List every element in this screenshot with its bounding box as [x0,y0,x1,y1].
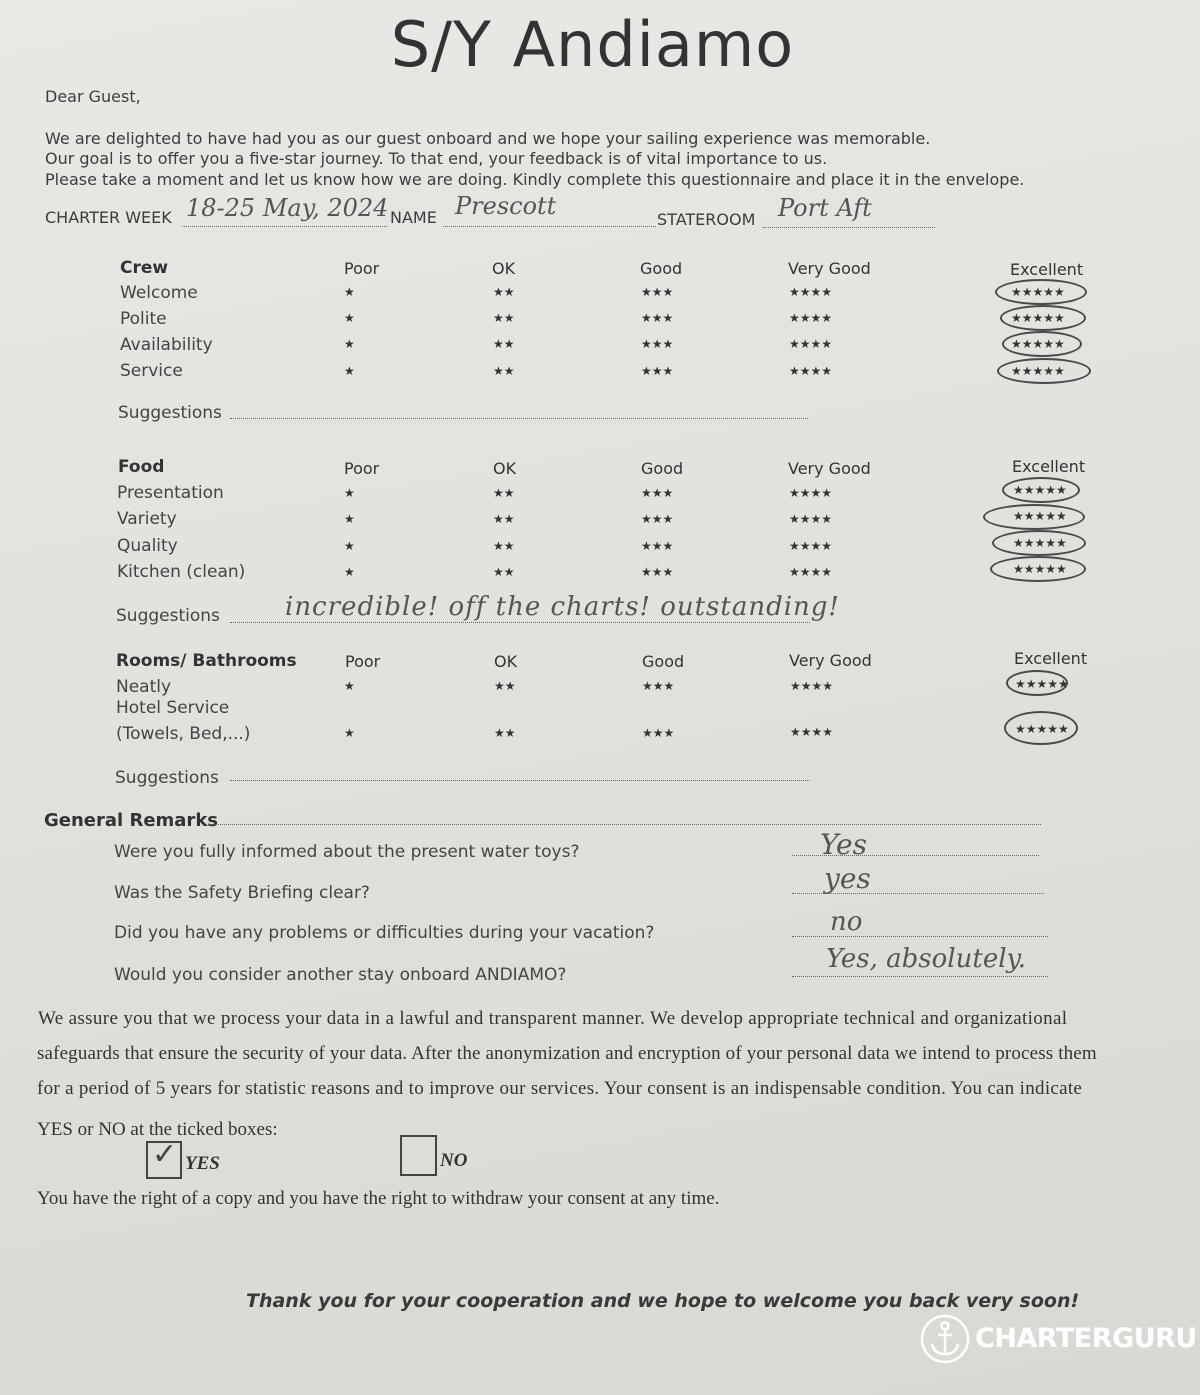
rating-3-star[interactable]: ★★★ [641,512,674,526]
answer-safety-briefing[interactable]: yes [824,862,871,895]
name-line [443,226,656,227]
charter-week-line [182,226,387,227]
rooms-col-good: Good [642,652,685,671]
crew-section-title: Crew [120,258,169,278]
rooms-section-title: Rooms/ Bathrooms [116,651,297,671]
food-col-very-good: Very Good [788,459,871,478]
answer-line [792,976,1048,977]
crew-suggestions-label: Suggestions [118,403,222,423]
rating-4-star[interactable]: ★★★★ [790,725,834,739]
check-mark-icon: ✓ [152,1137,178,1172]
rating-4-star[interactable]: ★★★★ [789,311,833,325]
page-title: S/Y Andiamo [390,8,795,81]
rating-1-star[interactable]: ★ [344,726,355,740]
rating-2-star[interactable]: ★★ [493,565,515,579]
rating-2-star[interactable]: ★★ [493,337,515,351]
rating-3-star[interactable]: ★★★ [641,311,674,325]
crew-col-excellent: Excellent [1010,260,1084,279]
question-another-stay: Would you consider another stay onboard ANDIAMO? [114,965,567,985]
rating-5-star[interactable]: ★★★★★ [1013,536,1067,550]
rooms-item-towels-bed: (Towels, Bed,...) [116,724,251,744]
rating-5-star[interactable]: ★★★★★ [1011,364,1065,378]
consent-no-label: NO [440,1150,468,1171]
rating-1-star[interactable]: ★ [344,512,355,526]
crew-suggestions-field[interactable] [230,418,808,419]
rooms-item-hotel-service: Hotel Service [116,698,230,718]
rating-3-star[interactable]: ★★★ [641,565,674,579]
rating-1-star[interactable]: ★ [344,311,355,325]
consent-no-checkbox[interactable] [400,1135,437,1176]
rating-5-star[interactable]: ★★★★★ [1011,285,1065,299]
food-suggestions-value[interactable]: incredible! off the charts! outstanding! [285,592,840,622]
food-item-quality: Quality [117,536,178,556]
rating-2-star[interactable]: ★★ [494,679,516,693]
name-value[interactable]: Prescott [455,192,557,220]
stateroom-value[interactable]: Port Aft [778,194,872,222]
consent-yes-label: YES [185,1153,220,1174]
rating-1-star[interactable]: ★ [344,679,355,693]
excellent-circle-mark [997,358,1091,384]
excellent-circle-mark [995,279,1087,305]
rating-3-star[interactable]: ★★★ [641,539,674,553]
thank-you-message: Thank you for your cooperation and we hope to welcome you back very soon! [246,1290,1080,1312]
rating-3-star[interactable]: ★★★ [641,364,674,378]
excellent-circle-mark [990,556,1086,582]
rooms-item-neatly: Neatly [116,677,172,697]
food-item-variety: Variety [117,509,177,529]
rating-1-star[interactable]: ★ [344,486,355,500]
stateroom-label: STATEROOM [657,210,756,229]
anchor-icon [920,1314,970,1364]
watermark-text: CHARTERGURU [975,1323,1197,1354]
answer-another-stay[interactable]: Yes, absolutely. [826,944,1027,974]
crew-item-polite: Polite [120,309,167,329]
name-label: NAME [390,208,437,227]
rating-2-star[interactable]: ★★ [493,285,515,299]
rating-2-star[interactable]: ★★ [493,364,515,378]
rating-4-star[interactable]: ★★★★ [789,512,833,526]
greeting: Dear Guest, [45,87,141,106]
excellent-circle-mark [983,504,1085,530]
consent-text-line-2: safeguards that ensure the security of your data. After the anonymization and encryption of your personal data we intend to process them [37,1043,1097,1064]
consent-yes-checkbox[interactable] [146,1137,182,1179]
food-suggestions-label: Suggestions [116,606,220,626]
rating-2-star[interactable]: ★★ [494,726,516,740]
general-remarks-title: General Remarks [44,810,218,831]
rating-5-star[interactable]: ★★★★★ [1011,337,1065,351]
general-remarks-field[interactable] [206,824,1041,825]
rating-5-star[interactable]: ★★★★★ [1015,677,1069,691]
rating-4-star[interactable]: ★★★★ [789,337,833,351]
rating-1-star[interactable]: ★ [344,539,355,553]
rooms-col-excellent: Excellent [1014,649,1088,668]
food-item-presentation: Presentation [117,483,224,503]
rating-4-star[interactable]: ★★★★ [789,285,833,299]
intro-line-2: Our goal is to offer you a five-star journey. To that end, your feedback is of vital importance to us. [45,149,828,168]
rating-1-star[interactable]: ★ [344,337,355,351]
consent-text-line-3: for a period of 5 years for statistic reasons and to improve our services. Your consent is an indispensable condition. You can indicate [37,1078,1083,1099]
charterguru-watermark [920,1312,1197,1366]
rating-5-star[interactable]: ★★★★★ [1015,722,1069,736]
consent-text-line-4: YES or NO at the ticked boxes: [37,1119,278,1140]
intro-line-3: Please take a moment and let us know how we are doing. Kindly complete this questionnaire and place it in the envelope. [45,170,1025,189]
rooms-col-poor: Poor [345,652,381,671]
excellent-circle-mark [1000,305,1086,331]
consent-rights-text: You have the right of a copy and you have the right to withdraw your consent at any time. [37,1188,720,1209]
excellent-circle-mark [992,530,1086,556]
crew-col-good: Good [640,259,683,278]
rating-3-star[interactable]: ★★★ [641,486,674,500]
intro-line-1: We are delighted to have had you as our guest onboard and we hope your sailing experience was memorable. [45,129,931,148]
consent-text-line-1: We assure you that we process your data in a lawful and transparent manner. We develop appropriate technical and organizational [38,1008,1068,1029]
food-col-ok: OK [493,459,517,478]
charter-week-label: CHARTER WEEK [45,208,172,227]
crew-col-poor: Poor [344,259,380,278]
rooms-col-very-good: Very Good [789,651,872,670]
rating-2-star[interactable]: ★★ [493,486,515,500]
answer-problems[interactable]: no [830,907,863,937]
question-water-toys: Were you fully informed about the present water toys? [114,842,580,862]
rooms-suggestions-label: Suggestions [115,768,219,788]
rating-3-star[interactable]: ★★★ [641,285,674,299]
answer-water-toys[interactable]: Yes [820,828,867,861]
rating-4-star[interactable]: ★★★★ [789,364,833,378]
rating-1-star[interactable]: ★ [344,364,355,378]
crew-item-welcome: Welcome [120,283,198,303]
rating-3-star[interactable]: ★★★ [642,726,675,740]
food-col-excellent: Excellent [1012,457,1086,476]
rating-2-star[interactable]: ★★ [493,311,515,325]
food-col-poor: Poor [344,459,380,478]
excellent-circle-mark [1004,711,1078,745]
rating-1-star[interactable]: ★ [344,565,355,579]
food-item-kitchen: Kitchen (clean) [117,562,246,582]
crew-col-ok: OK [492,259,516,278]
charter-week-value[interactable]: 18-25 May, 2024 [186,194,389,222]
food-col-good: Good [641,459,684,478]
rating-4-star[interactable]: ★★★★ [790,679,834,693]
rooms-suggestions-field[interactable] [230,780,810,781]
crew-item-availability: Availability [120,335,213,355]
excellent-circle-mark [1002,477,1080,503]
crew-col-very-good: Very Good [788,259,871,278]
food-section-title: Food [118,457,165,477]
rating-4-star[interactable]: ★★★★ [789,565,833,579]
rating-3-star[interactable]: ★★★ [642,679,675,693]
rating-4-star[interactable]: ★★★★ [789,486,833,500]
rating-5-star[interactable]: ★★★★★ [1013,562,1067,576]
rating-4-star[interactable]: ★★★★ [789,539,833,553]
rating-1-star[interactable]: ★ [344,285,355,299]
rating-5-star[interactable]: ★★★★★ [1013,509,1067,523]
crew-item-service: Service [120,361,183,381]
rating-2-star[interactable]: ★★ [493,512,515,526]
question-problems: Did you have any problems or difficulties during your vacation? [114,923,655,943]
excellent-circle-mark [1002,331,1082,357]
rating-3-star[interactable]: ★★★ [641,337,674,351]
excellent-circle-mark [1006,670,1068,696]
rating-5-star[interactable]: ★★★★★ [1013,483,1067,497]
stateroom-line [763,227,935,228]
question-safety-briefing: Was the Safety Briefing clear? [114,883,370,903]
rooms-col-ok: OK [494,652,518,671]
food-suggestions-line [230,622,810,623]
rating-5-star[interactable]: ★★★★★ [1011,311,1065,325]
rating-2-star[interactable]: ★★ [493,539,515,553]
